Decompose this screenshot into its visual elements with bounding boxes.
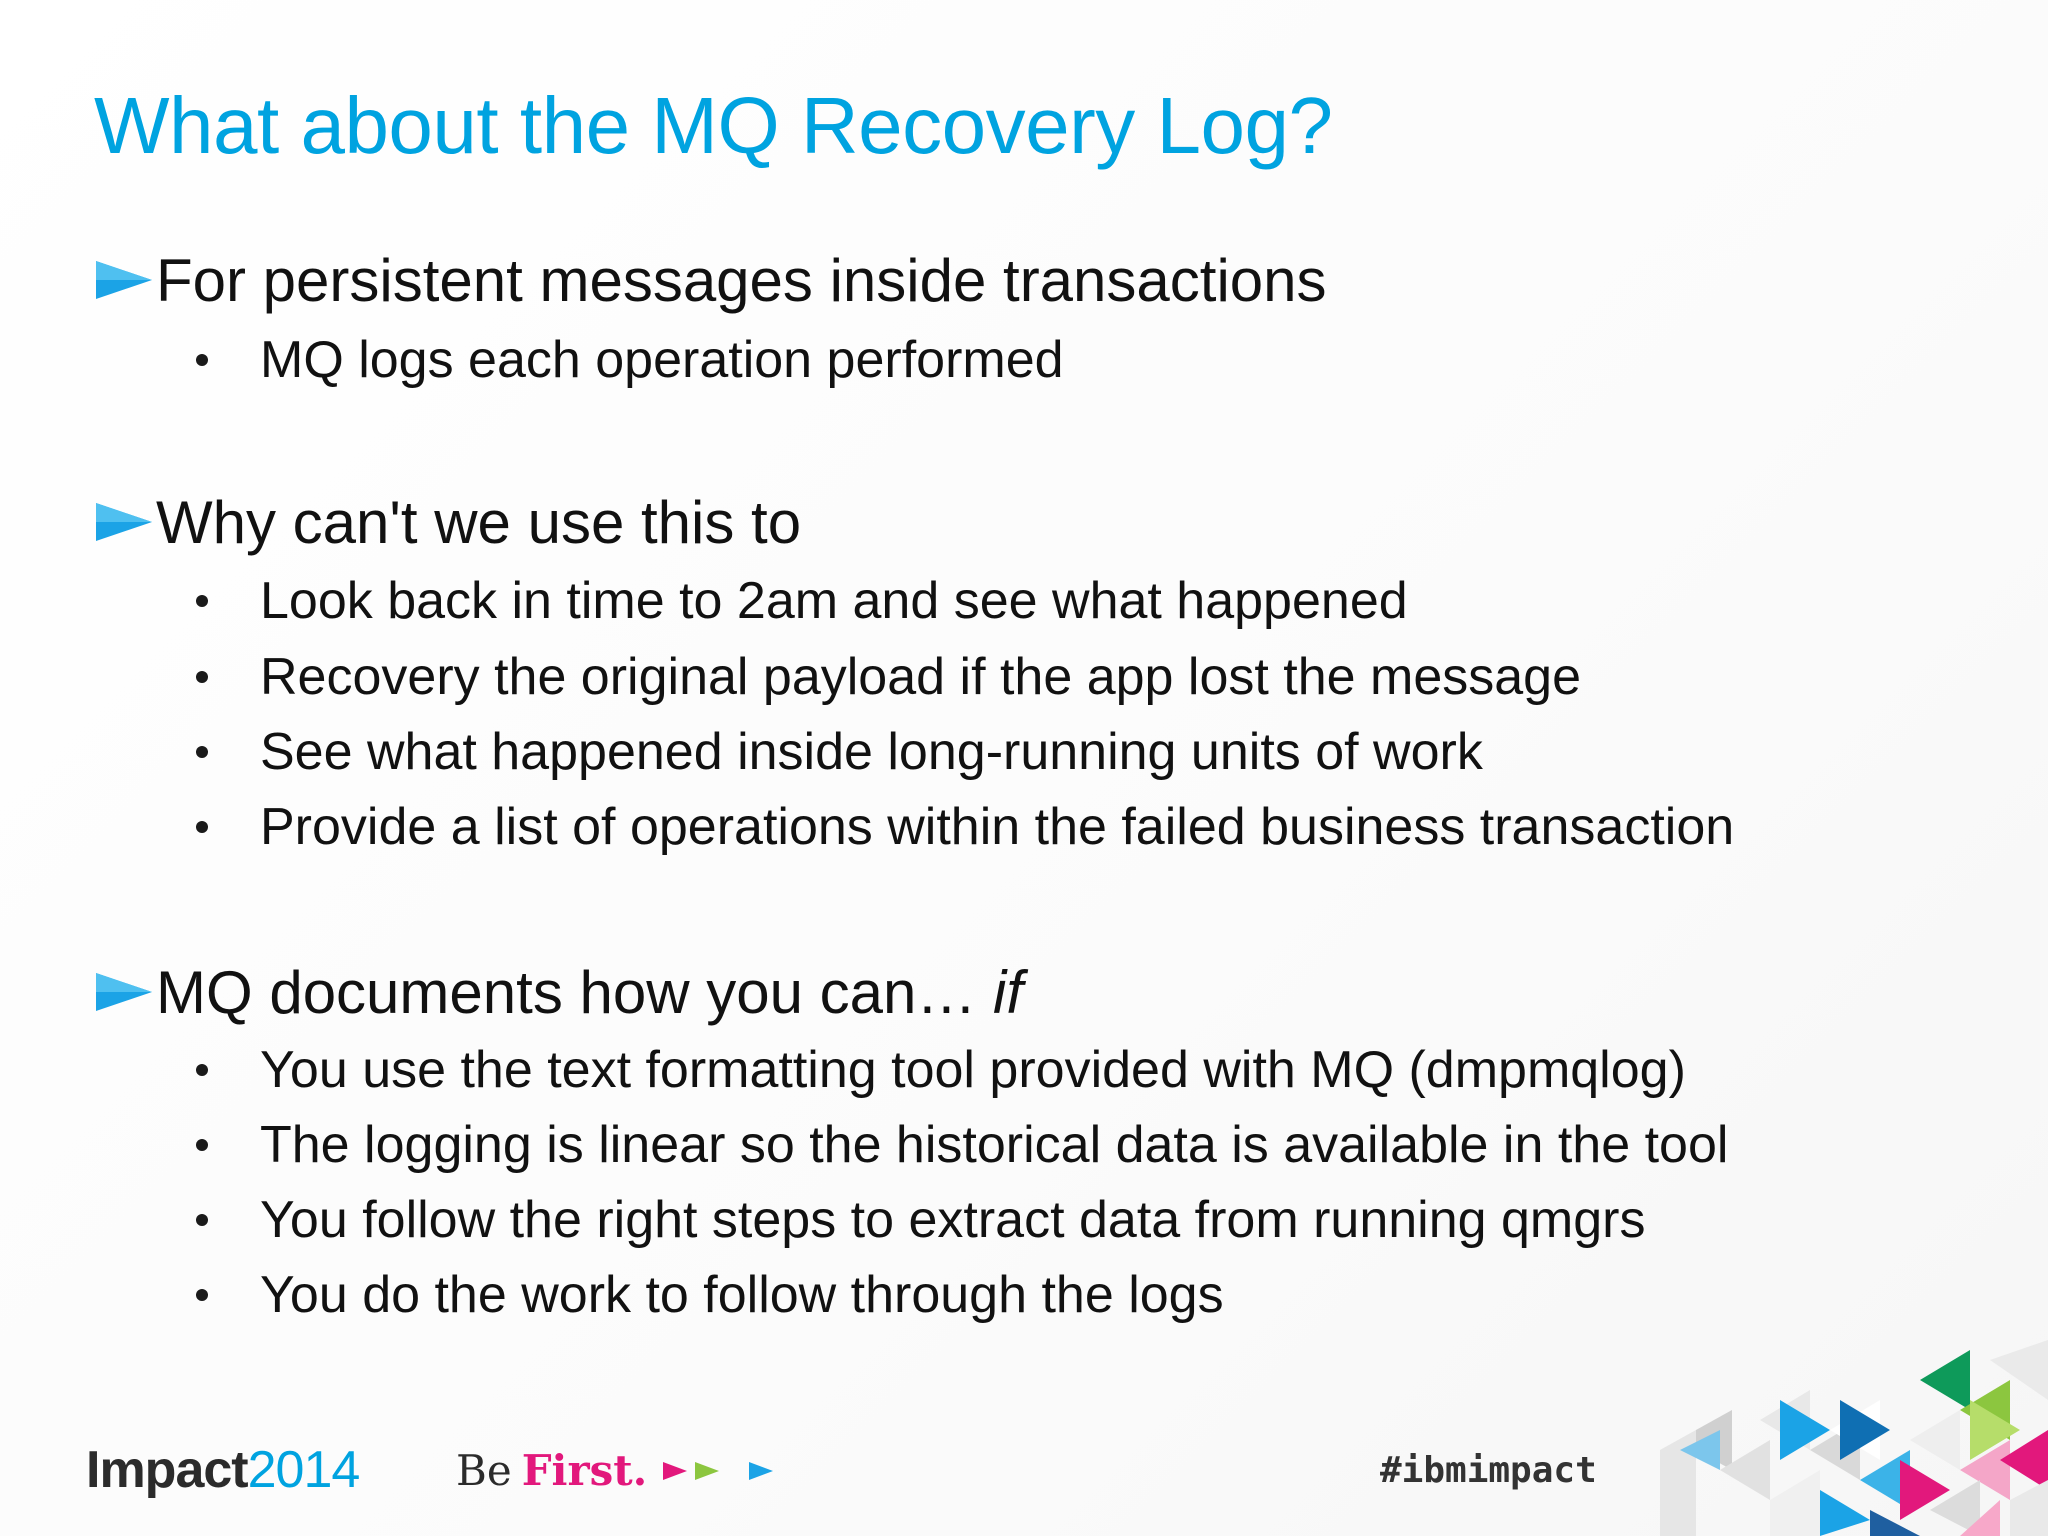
section-heading-3 bbox=[94, 957, 1023, 1027]
list-item-text: Recovery the original payload if the app lost the message bbox=[260, 648, 1581, 706]
section-heading-text: For persistent messages inside transactions bbox=[156, 246, 1327, 314]
bullet-dot-icon bbox=[196, 1064, 208, 1076]
green-arrow-icon bbox=[693, 1459, 721, 1483]
list-item-text: You do the work to follow through the logs bbox=[260, 1266, 1224, 1324]
play-arrow-icon bbox=[94, 969, 154, 1015]
list-item-text: The logging is linear so the historical data is available in the tool bbox=[260, 1116, 1729, 1174]
section-heading-2 bbox=[94, 487, 801, 557]
tagline-first: First. bbox=[521, 1446, 648, 1495]
logo-year: 2014 bbox=[247, 1441, 360, 1499]
section-heading-text bbox=[156, 958, 1023, 1027]
bullet-dot-icon bbox=[196, 746, 208, 758]
play-arrow-icon bbox=[94, 499, 154, 545]
list-item-text: Look back in time to 2am and see what happened bbox=[260, 572, 1408, 630]
bullet-dot-icon bbox=[196, 821, 208, 833]
list-item bbox=[196, 797, 1734, 857]
list-item bbox=[196, 1115, 1728, 1175]
bullet-dot-icon bbox=[196, 1139, 208, 1151]
list-item-text: See what happened inside long-running units of work bbox=[260, 723, 1483, 781]
bullet-dot-icon bbox=[196, 1214, 208, 1226]
logo-word: Impact bbox=[86, 1441, 248, 1499]
list-item bbox=[196, 1190, 1645, 1250]
section-heading-text: Why can't we use this to bbox=[156, 488, 802, 556]
tagline-be: Be bbox=[456, 1446, 512, 1495]
bullet-dot-icon bbox=[196, 595, 208, 607]
list-item bbox=[196, 571, 1408, 631]
bullet-dot-icon bbox=[196, 671, 208, 683]
section-heading-emphasis: if bbox=[993, 958, 1024, 1026]
impact-logo bbox=[86, 1440, 359, 1500]
list-item-text: MQ logs each operation performed bbox=[260, 331, 1064, 389]
section-heading-main: MQ documents how you can… bbox=[156, 958, 977, 1026]
section-heading-1 bbox=[94, 245, 1327, 315]
list-item bbox=[196, 330, 1064, 390]
slide-title: What about the MQ Recovery Log? bbox=[94, 81, 1333, 170]
list-item bbox=[196, 647, 1581, 707]
bullet-dot-icon bbox=[196, 354, 208, 366]
list-item-text: Provide a list of operations within the failed business transaction bbox=[260, 798, 1735, 856]
be-first-tagline bbox=[456, 1446, 779, 1495]
list-item bbox=[196, 1265, 1224, 1325]
list-item-text: You use the text formatting tool provided with MQ (dmpmqlog) bbox=[260, 1041, 1686, 1099]
list-item bbox=[196, 722, 1483, 782]
list-item bbox=[196, 1040, 1686, 1100]
decorative-triangle-pattern-icon bbox=[1660, 1340, 2048, 1536]
blue-arrow-icon bbox=[747, 1459, 775, 1483]
play-arrow-icon bbox=[94, 257, 154, 303]
bullet-dot-icon bbox=[196, 1289, 208, 1301]
pink-arrow-icon bbox=[661, 1459, 689, 1483]
list-item-text: You follow the right steps to extract data from running qmgrs bbox=[260, 1191, 1646, 1249]
hashtag: #ibmimpact bbox=[1380, 1450, 1597, 1491]
